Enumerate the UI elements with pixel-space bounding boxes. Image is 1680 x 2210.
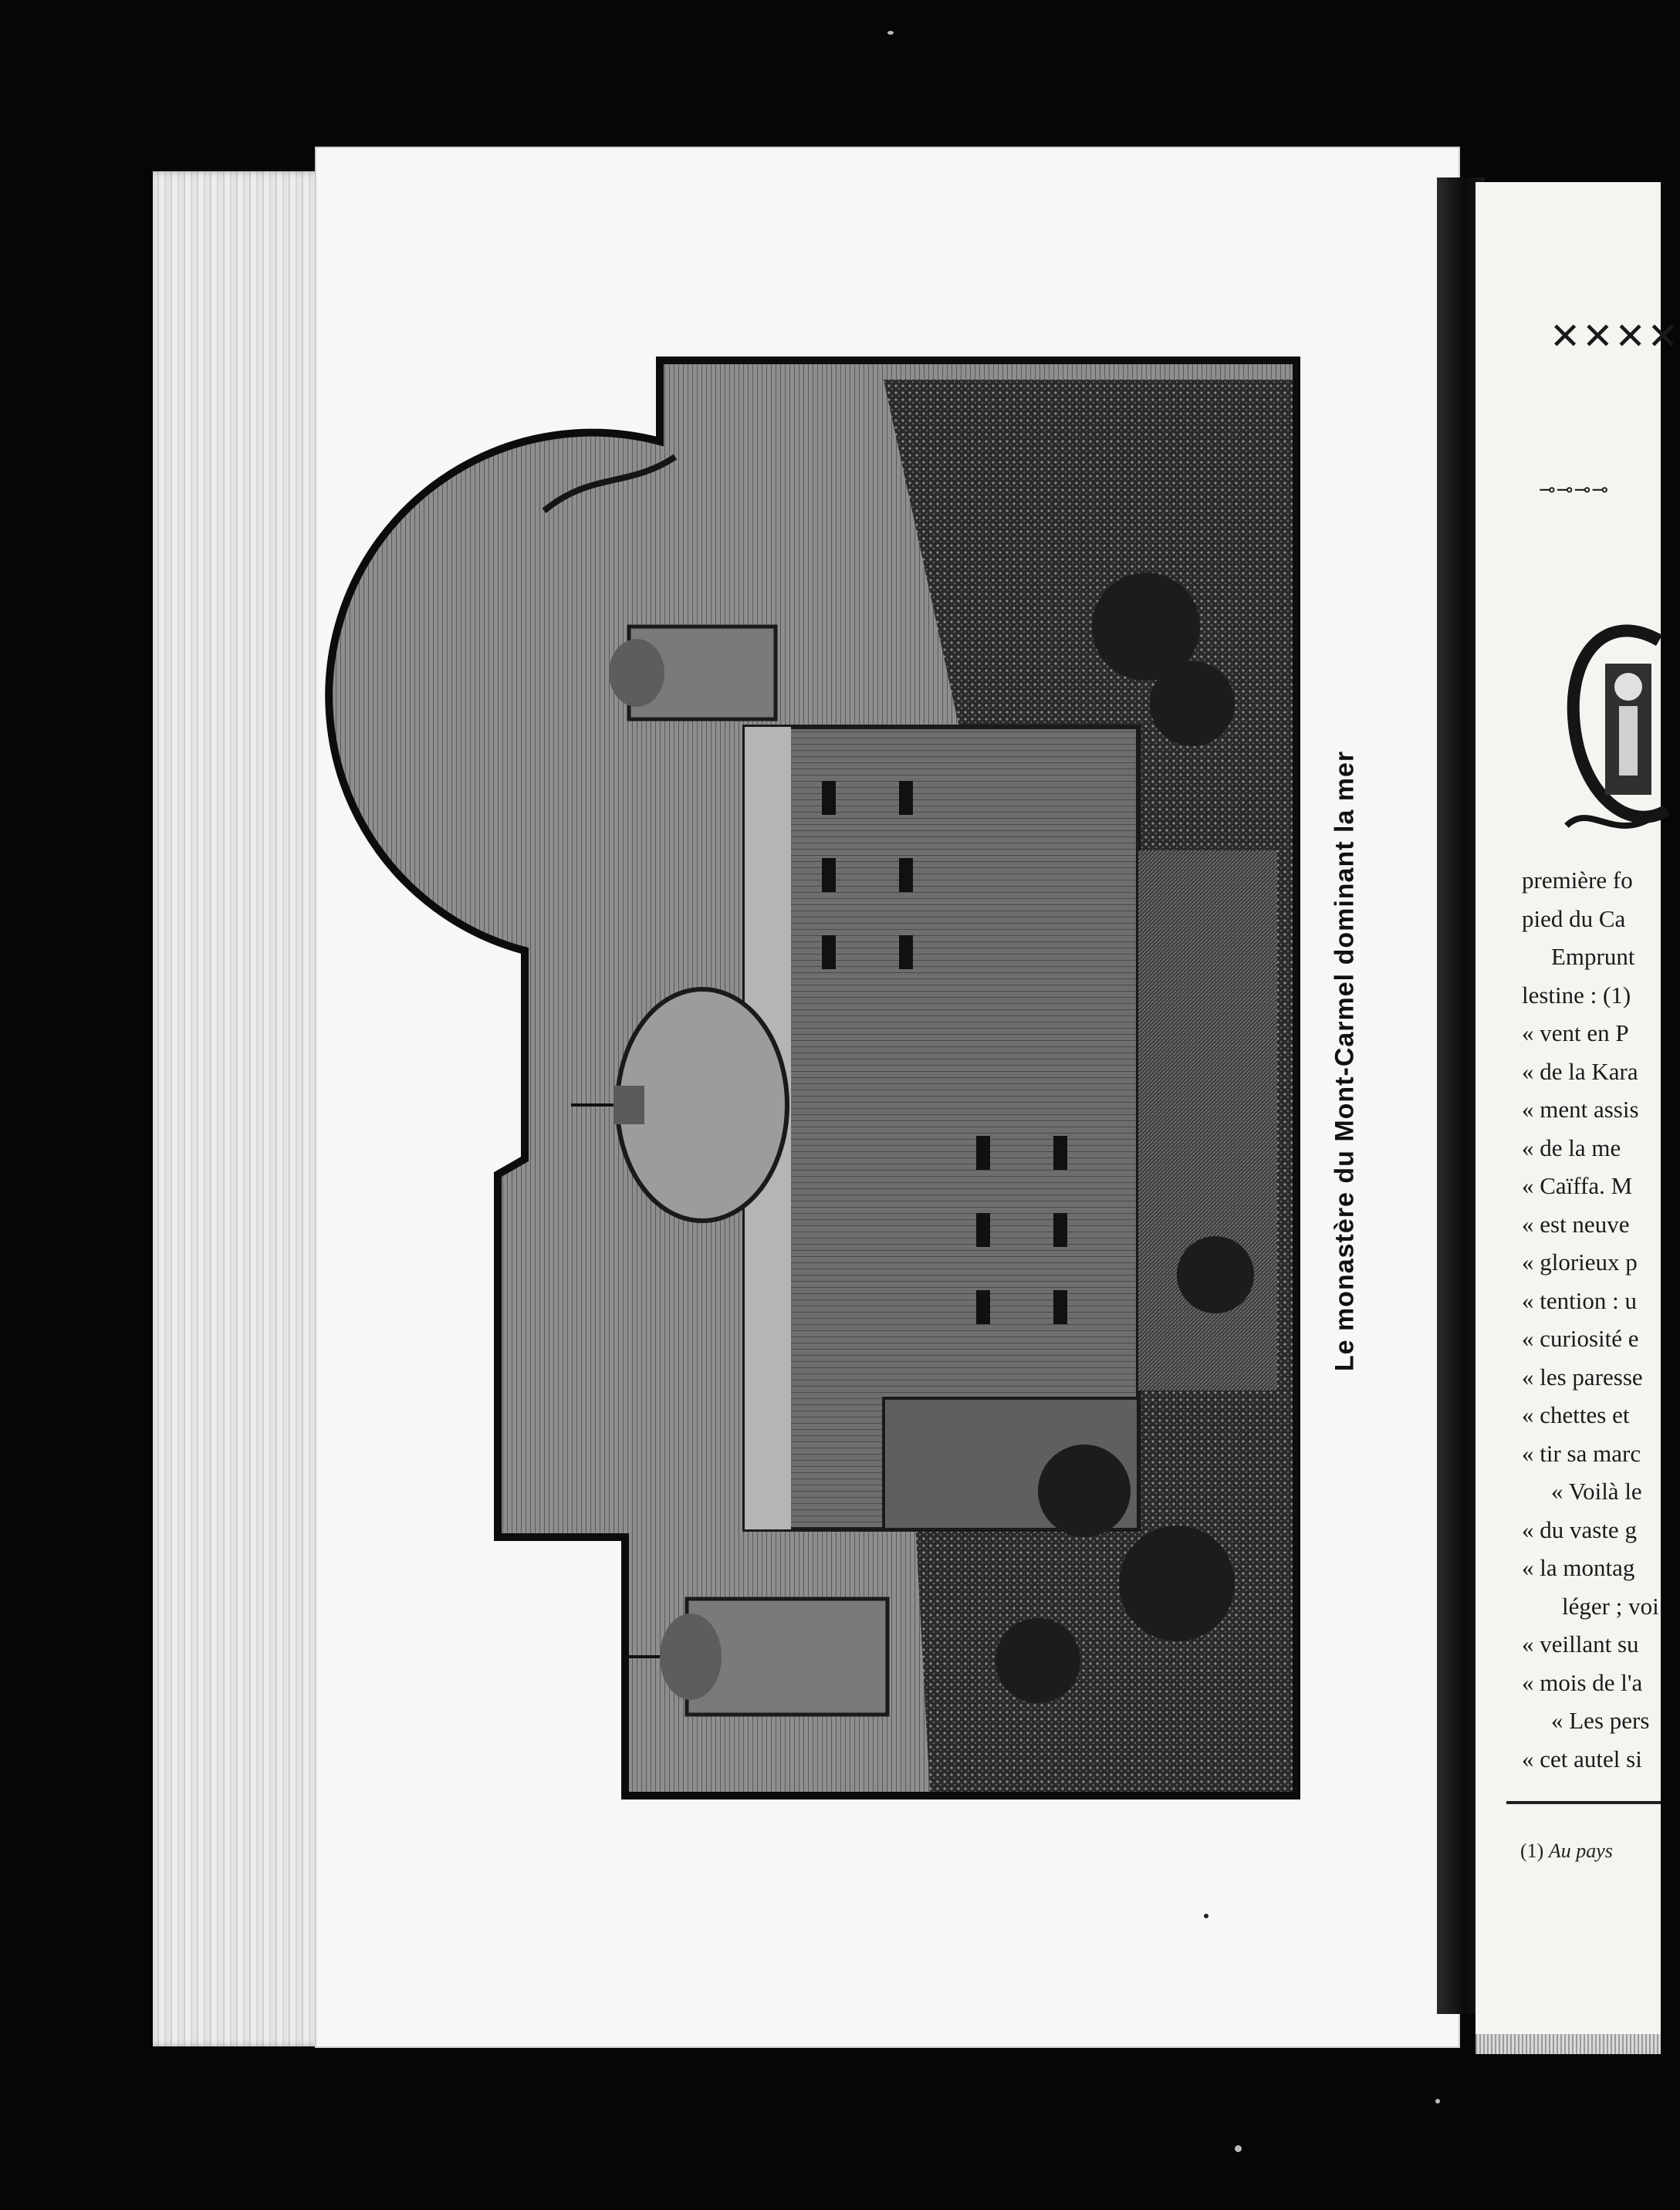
text-line: première fo (1522, 867, 1633, 894)
dust-speck (1435, 2099, 1440, 2104)
footnote-rule (1506, 1801, 1661, 1804)
text-line: « Les pers (1551, 1707, 1650, 1734)
text-line: Emprunt (1551, 943, 1635, 970)
engraving-illustration (498, 349, 1316, 1807)
text-line: « glorieux p (1522, 1249, 1638, 1276)
footnote-text: Au pays (1548, 1840, 1613, 1862)
ornament-rule: ⊸⊸⊸⊸ (1539, 478, 1610, 501)
text-line: « la montag (1522, 1554, 1635, 1581)
text-line: « chettes et (1522, 1401, 1630, 1428)
dust-speck (1235, 2145, 1242, 2152)
page-edge-stripe (1475, 2034, 1661, 2054)
text-line: « veillant su (1522, 1630, 1639, 1658)
footnote (1520, 1840, 1613, 1863)
text-line: « du vaste g (1522, 1516, 1637, 1543)
text-line: « est neuve (1522, 1210, 1630, 1238)
text-line: « tir sa marc (1522, 1439, 1641, 1467)
decorated-initial-icon (1559, 610, 1675, 841)
text-line: « Voilà le (1551, 1478, 1642, 1505)
ornament-header: ✕✕✕✕ (1550, 316, 1680, 357)
dust-speck (1204, 1914, 1208, 1918)
text-line: « Caïffa. M (1522, 1172, 1633, 1199)
dust-speck (887, 31, 894, 35)
text-line: « les paresse (1522, 1363, 1643, 1391)
text-line: pied du Ca (1522, 904, 1626, 932)
text-line: « curiosité e (1522, 1325, 1639, 1352)
illustration-caption: Le monastère du Mont-Carmel dominant la mer (1330, 750, 1360, 1372)
text-line: « vent en P (1522, 1019, 1629, 1046)
text-line: « tention : u (1522, 1286, 1637, 1314)
text-line: « cet autel si (1522, 1745, 1642, 1772)
footnote-number: (1) (1520, 1840, 1544, 1862)
text-line: « mois de l'a (1522, 1668, 1643, 1696)
text-line: léger ; voi (1562, 1592, 1659, 1620)
body-text (1522, 861, 1676, 1778)
text-line: « ment assis (1522, 1096, 1639, 1123)
text-line: « de la Kara (1522, 1057, 1638, 1085)
text-line: lestine : (1) (1522, 981, 1631, 1009)
text-line: « de la me (1522, 1134, 1621, 1161)
